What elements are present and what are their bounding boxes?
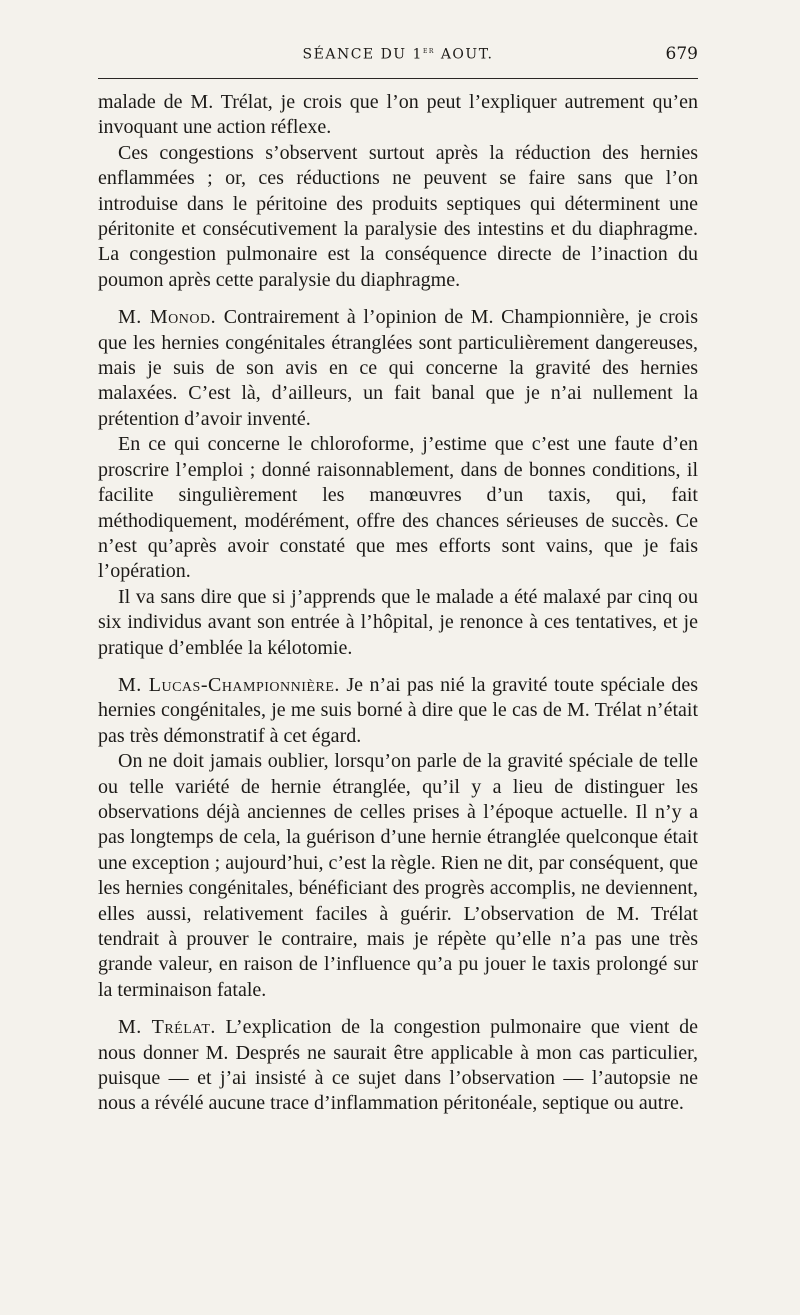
page-header	[98, 44, 698, 74]
paragraph-lucas-championniere	[98, 673, 698, 749]
running-title-end: AOUT.	[434, 46, 494, 63]
paragraph	[98, 141, 698, 293]
paragraph-trelat	[98, 1015, 698, 1117]
paragraph-text: malade de M. Trélat, je crois que l’on peut l’expliquer autrement qu’en invoquant une action réflexe.	[98, 91, 698, 139]
header-rule	[98, 78, 698, 79]
page-number: 679	[665, 44, 698, 64]
paragraph-text: En ce qui concerne le chloroforme, j’estime que c’est une faute d’en proscrire l’emploi ; donné raisonnablement, dans de bonnes conditions, il facilite singulièrement les manœuvres d’un taxis, qui, fait méthodiquement, modérément, offre des chances sérieuses de succès. Ce n’est qu’après avoir constaté que mes efforts sont vains, que je fais l’opération.	[98, 433, 698, 583]
paragraph	[98, 585, 698, 661]
paragraph	[98, 432, 698, 584]
paragraph-text: Contrairement à l’opinion de M. Championnière, je crois que les hernies congénitales étranglées sont particulièrement dangereuses, mais je suis de son avis en ce qui concerne la gravité des hernies malaxées. C’est là, d’ailleurs, un fait banal que je n’ai nullement la prétention d’avoir inventé.	[98, 306, 698, 430]
paragraph-text: Je n’ai pas nié la gravité toute spéciale des hernies congénitales, je me suis borné à dire que le cas de M. Trélat n’était pas très démonstratif à cet égard.	[98, 673, 698, 747]
running-title	[98, 46, 698, 63]
paragraph-text: Ces congestions s’observent surtout après la réduction des hernies enflammées ; or, ces réductions ne peuvent se faire sans que l’on introduise dans le péritoine des produits septiques qui déterminent une péritonite et consécutivement la paralysie des intestins et du diaphragme. La congestion pulmonaire est la conséquence directe de l’inaction du poumon après cette paralysie du diaphragme.	[98, 141, 698, 291]
running-title-superscript: er	[422, 46, 435, 56]
paragraph-continuation	[98, 90, 698, 141]
body-text	[98, 90, 698, 1117]
paragraph-text: Il va sans dire que si j’apprends que le malade a été malaxé par cinq ou six individus avant son entrée à l’hôpital, je renonce à ces tentatives, et je pratique d’emblée la kélotomie.	[98, 585, 698, 659]
speaker-name: M. Monod.	[118, 306, 217, 329]
speaker-name: M. Lucas-Championnière.	[118, 673, 340, 696]
paragraph-text: On ne doit jamais oublier, lorsqu’on parle de la gravité spéciale de telle ou telle variété de hernie étranglée, qu’il y a lieu de distinguer les observations déjà anciennes de celles prises à l’époque actuelle. Il n’y a pas longtemps de cela, la guérison d’une hernie étranglée quelconque était une exception ; aujourd’hui, c’est la règle. Rien ne dit, par conséquent, que les hernies congénitales, bénéficiant des progrès accomplis, ne deviennent, elles aussi, relativement faciles à guérir. L’observation de M. Trélat tendrait à prouver le contraire, mais je répète qu’elle n’a pas une très grande valeur, en raison de l’influence qu’a pu jouer le taxis prolongé sur la terminaison fatale.	[98, 750, 698, 1001]
running-title-main: SÉANCE DU 1	[302, 46, 423, 63]
paragraph	[98, 749, 698, 1003]
speaker-name: M. Trélat.	[118, 1016, 216, 1039]
paragraph-text: L’explication de la congestion pulmonaire que vient de nous donner M. Després ne saurait être applicable à mon cas particulier, puisque — et j’ai insisté à ce sujet dans l’observation — l’autopsie ne nous a révélé aucune trace d’inflammation péritonéale, septique ou autre.	[98, 1016, 698, 1115]
paragraph-monod	[98, 305, 698, 432]
